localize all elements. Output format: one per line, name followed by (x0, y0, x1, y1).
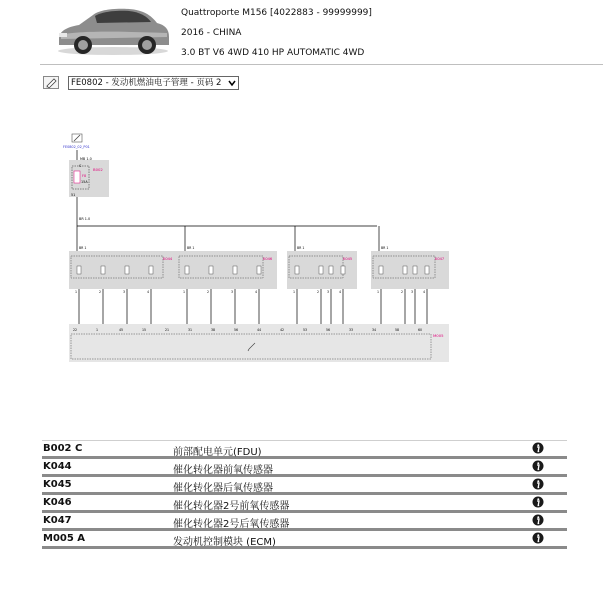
fuse-box-b002 (69, 157, 109, 197)
pencil-icon (44, 77, 58, 88)
ecu-pin-number: 33 (349, 328, 354, 332)
part-description: 发动机控制模块 (ECM) (173, 537, 276, 548)
sensor-pin-label: 2 (207, 290, 210, 294)
sensor-label: K044 (163, 257, 173, 261)
part-code: B002 C (43, 443, 83, 454)
header-divider (40, 64, 603, 65)
part-code: K046 (43, 497, 72, 508)
sheet-link[interactable] (63, 134, 90, 149)
sensor-pin-label: 4 (147, 290, 150, 294)
info-icon[interactable] (532, 478, 544, 490)
sensor-wire-code: BR 1 (297, 246, 305, 250)
pin-bottom: 51 (71, 193, 76, 197)
sensor-pin-label: 3 (123, 290, 126, 294)
sensor-pin-label: 4 (339, 290, 342, 294)
pin-top: C (79, 164, 82, 168)
ecu-pin-number: 56 (234, 328, 239, 332)
ecu-pin-number: 31 (188, 328, 193, 332)
vehicle-thumbnail (55, 1, 171, 57)
sensor-pin-label: 2 (317, 290, 320, 294)
part-code: K047 (43, 515, 72, 526)
parts-list-row (42, 477, 567, 495)
part-description: 催化转化器前氧传感器 (173, 465, 273, 476)
part-description: 催化转化器2号后氧传感器 (173, 519, 290, 530)
sensor-pin-label: 3 (231, 290, 234, 294)
ecu-pin-number: 60 (418, 328, 423, 332)
ecu-pin-number: 22 (73, 328, 78, 332)
ecu-pin-number: 21 (165, 328, 170, 332)
sensor-pin-label: 4 (255, 290, 258, 294)
bus-wire-code: BR 1.0 (79, 217, 91, 221)
ecu-label: M005 (433, 333, 444, 338)
sensor-wire-code: BR 1 (381, 246, 389, 250)
fuse-id: F8 (82, 174, 87, 178)
part-code: M005 A (43, 533, 86, 544)
info-icon[interactable] (532, 514, 544, 526)
part-description: 前部配电单元(FDU) (173, 447, 262, 458)
sensor-pin-label: 1 (377, 290, 380, 294)
sensor-label: K047 (435, 257, 445, 261)
sensor-wire-code: BR 1 (79, 246, 87, 250)
sensor-pin-label: 2 (99, 290, 102, 294)
sensor-label: K045 (343, 257, 353, 261)
vehicle-info (181, 3, 372, 63)
sensor-k046 (177, 226, 277, 326)
parts-list-row (42, 459, 567, 477)
info-icon[interactable] (532, 460, 544, 472)
info-icon[interactable] (532, 532, 544, 544)
ecu-pin-number: 56 (326, 328, 331, 332)
page-selector[interactable] (68, 76, 239, 90)
sensor-pin-label: 1 (75, 290, 78, 294)
ecu-pin-number: 58 (395, 328, 400, 332)
fuse-wire-code: MB 1.0 (80, 157, 92, 161)
part-description: 催化转化器2号前氧传感器 (173, 501, 290, 512)
sensor-k044 (69, 226, 177, 326)
ecu-pin-number: 1 (96, 328, 99, 332)
page-selector-value: FE0802 - 发动机燃油电子管理 - 页码 2 (71, 78, 222, 88)
fuse-box-label: B002 (93, 167, 103, 172)
info-icon[interactable] (532, 496, 544, 508)
ecu-pin-number: 15 (142, 328, 147, 332)
ecu-pin-number: 34 (372, 328, 377, 332)
parts-list (42, 440, 567, 549)
chevron-down-icon (227, 78, 237, 88)
parts-list-row (42, 495, 567, 513)
parts-list-row (42, 531, 567, 549)
parts-list-row (42, 513, 567, 531)
part-code: K044 (43, 461, 72, 472)
sensor-pin-label: 4 (423, 290, 426, 294)
info-icon[interactable] (532, 442, 544, 454)
ecu-pin-number: 53 (303, 328, 308, 332)
ecu-pin-number: 44 (257, 328, 262, 332)
sensor-pin-label: 2 (401, 290, 404, 294)
vehicle-year-market: 2016 - CHINA (181, 28, 242, 38)
wiring-diagram (55, 126, 455, 366)
sheet-tag: FE0802_02_P01 (63, 145, 90, 149)
sensor-pin-label: 3 (411, 290, 414, 294)
ecu-pin-number: 42 (280, 328, 285, 332)
part-code: K045 (43, 479, 72, 490)
part-description: 催化转化器后氧传感器 (173, 483, 273, 494)
ecu-pin-number: 38 (211, 328, 216, 332)
sensor-k045 (287, 226, 357, 326)
vehicle-engine-line: 3.0 BT V6 4WD 410 HP AUTOMATIC 4WD (181, 48, 365, 58)
edit-button[interactable] (43, 76, 59, 89)
sensor-label: K046 (263, 257, 273, 261)
ecu-pin-number: 45 (119, 328, 124, 332)
sensor-k047 (371, 226, 449, 326)
sensor-wire-code: BR 1 (187, 246, 195, 250)
vehicle-model-line: Quattroporte M156 [4022883 - 99999999] (181, 8, 372, 18)
sensors-layer (69, 226, 449, 326)
sensor-pin-label: 1 (293, 290, 296, 294)
parts-list-row (42, 440, 567, 459)
fuse-rating: 15A (81, 180, 88, 184)
sensor-pin-label: 1 (183, 290, 186, 294)
sensor-pin-label: 3 (327, 290, 330, 294)
